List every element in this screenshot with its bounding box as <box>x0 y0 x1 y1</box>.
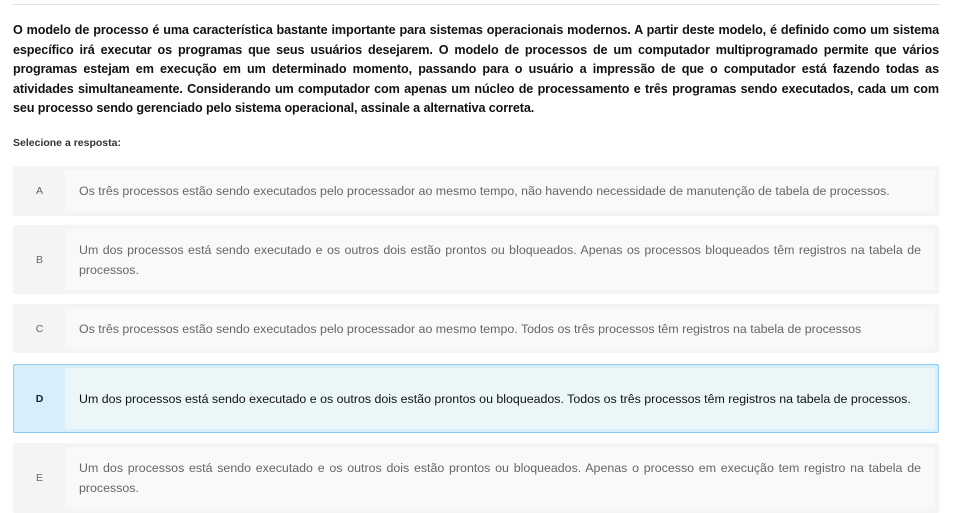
option-d[interactable] <box>13 364 939 433</box>
option-text: Os três processos estão sendo executados pelo processador ao mesmo tempo, não havendo necessidade de manutenção de tabela de processos. <box>79 184 890 198</box>
option-text: Um dos processos está sendo executado e os outros dois estão prontos ou bloqueados. Apenas os processos bloqueados têm registros na tabela de processos. <box>79 242 921 277</box>
question-text: O modelo de processo é uma característica bastante importante para sistemas operacionais modernos. A partir deste modelo, é definido como um sistema específico irá executar os programas que seus usuários desejarem. O modelo de processos de um computador multiprogramado permite que vários programas estejam em execução em um determinado momento, passando para o usuário a impressão de que o computador está fazendo todas as atividades simultaneamente. Considerando um computador com apenas um núcleo de processamento e três programas sendo executados, cada um com seu processo sendo gerenciado pelo sistema operacional, assinale a alternativa correta. <box>13 23 939 115</box>
option-text-box <box>65 170 935 212</box>
option-text-box <box>65 447 935 509</box>
option-text: Um dos processos está sendo executado e os outros dois estão prontos ou bloqueados. Apenas o processo em execução tem registro na tabela de processos. <box>79 461 921 495</box>
option-letter: E <box>35 472 43 484</box>
answer-prompt: Selecione a resposta: <box>13 137 121 149</box>
option-text-box <box>65 229 935 290</box>
option-letter: B <box>35 253 43 266</box>
option-text: Um dos processos está sendo executado e os outros dois estão prontos ou bloqueados. Todos os três processos têm registros na tabela de processos. <box>79 391 911 406</box>
option-text-box <box>65 368 935 429</box>
option-letter: A <box>35 185 43 197</box>
option-a[interactable] <box>13 166 939 216</box>
top-divider <box>13 4 939 5</box>
option-e[interactable] <box>13 443 939 513</box>
option-text: Os três processos estão sendo executados pelo processador ao mesmo tempo. Todos os três processos têm registros na tabela de processos <box>79 321 862 336</box>
option-c[interactable] <box>13 304 939 353</box>
option-letter: D <box>35 392 44 405</box>
option-text-box <box>65 308 935 349</box>
option-b[interactable] <box>13 225 939 294</box>
option-letter: C <box>35 322 44 335</box>
